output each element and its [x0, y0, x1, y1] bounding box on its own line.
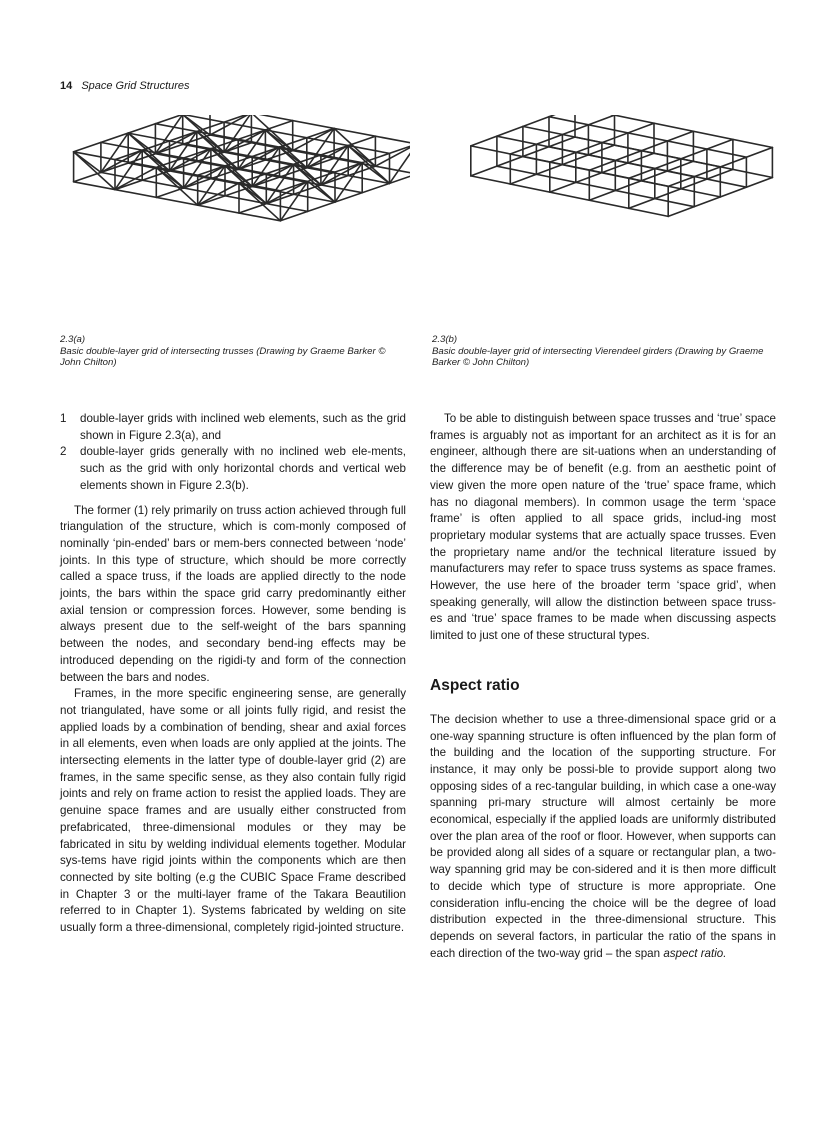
- vierendeel-grid-drawing: [430, 115, 785, 325]
- list-item: [60, 444, 406, 494]
- body-paragraph: [430, 712, 776, 963]
- list-item-text: double-layer grids with inclined web elements, such as the grid shown in Figure 2.3(a), and: [80, 412, 406, 442]
- list-item: [60, 411, 406, 444]
- figure-caption-b: [432, 334, 777, 369]
- figure-truss-grid: [55, 115, 410, 325]
- list-item-text: double-layer grids generally with no inclined web ele-ments, such as the grid with only horizontal chords and vertical web elements shown in Figure 2.3(b).: [80, 445, 406, 492]
- figure-caption-a: [60, 334, 405, 369]
- running-head: [60, 80, 190, 92]
- figure-caption-text: Basic double-layer grid of intersecting Vierendeel girders (Drawing by Graeme Barker © John Chilton): [432, 345, 764, 368]
- grid-type-list: [60, 411, 406, 495]
- figure-label: 2.3(a): [60, 334, 86, 345]
- running-title: Space Grid Structures: [81, 80, 190, 92]
- list-item-number: 1: [60, 412, 67, 425]
- page-number: 14: [60, 80, 73, 92]
- emphasized-term: aspect ratio.: [663, 946, 727, 960]
- section-heading: Aspect ratio: [430, 676, 520, 694]
- body-paragraph: The former (1) rely primarily on truss action achieved through full triangulation of the structure, which is com-monly composed of nominally ‘pin-ended’ bars or mem-bers connected between ‘node’ joints. In this type of structure, which should be more correctly called a space truss, if the loads are applied directly to the node joints, the bars within the space grid carry predominantly either axial tension or compression forces. However, some bending is always present due to the self-weight of the bars spanning between the nodes, and secondary bend-ing effects may be introduced depending on the rigidi-ty and form of the connection between the bars and nodes.: [60, 503, 406, 684]
- truss-grid-drawing: [55, 115, 410, 325]
- figure-vierendeel-grid: [430, 115, 785, 325]
- list-item-number: 2: [60, 445, 67, 459]
- right-column: [430, 411, 776, 962]
- figure-caption-text: Basic double-layer grid of intersecting trusses (Drawing by Graeme Barker © John Chilton): [60, 345, 386, 368]
- body-paragraph: To be able to distinguish between space trusses and ‘true’ space frames is arguably not as important for an architect as it is for an engineer, although there are sit-uations when an understanding of the difference may be of benefit (e.g. from an aesthetic point of view given the more open nature of the ‘true’ space frame, which has no diagonal members). In common usage the term ‘space frame’ is often applied to all space grids, includ-ing most proprietary modular systems that are actually space trusses. Even the proprietary name and/or the technical literature issued by manufacturers may refer to space truss systems as space frames. However, the use here of the broader term ‘space grid’, when speaking generally, will allow the distinction between space truss-es and ‘true’ space frames to be made when discussing aspects limited to just one of these structural types.: [430, 412, 776, 643]
- figure-label: 2.3(b): [432, 334, 458, 345]
- body-paragraph-text: The decision whether to use a three-dimensional space grid or a one-way spanning structure is often influenced by the plan form of the building and the location of the supporting structure. For instance, it may only be possi-ble to provide support along two opposing sides of a rec-tangular building, in which case a one-way spanning pri-mary structure will almost certainly be more economical, especially if the applied loads are uniformly distributed over the plan area of the roof or floor. However, when supports can be provided along all sides of a square or rectangular plan, a two-way spanning grid may be con-sidered and it is then more difficult to decide which type of structure is more appropriate. One consideration influ-encing the choice will be the degree of load distribution expected in the three-dimensional structure. This depends on several factors, in particular the ratio of the spans in each direction of the two-way grid – the span: [430, 712, 776, 960]
- body-paragraph: Frames, in the more specific engineering sense, are generally not triangulated, have some or all joints fully rigid, and resist the applied loads by a combination of bending, shear and axial forces in all elements, even when loads are only applied at the joints. The intersecting elements in the latter type of double-layer grid (2) are frames, in the same specific sense, as they also contain fully rigid joints and rely on frame action to resist the applied loads. They are genuine space frames and are usually either constructed from prefabricated, three-dimensional modules or they may be fabricated in situ by welding individual elements together. Modular sys-tems have rigid joints within the components which are then connected by site bolting (e.g the CUBIC Space Frame described in Chapter 3 or the multi-layer frame of the Takara Beautilion referred to in Chapter 1). Systems fabricated by welding on site usually form a three-dimensional, completely rigid-jointed structure.: [60, 687, 406, 935]
- left-column: [60, 411, 406, 937]
